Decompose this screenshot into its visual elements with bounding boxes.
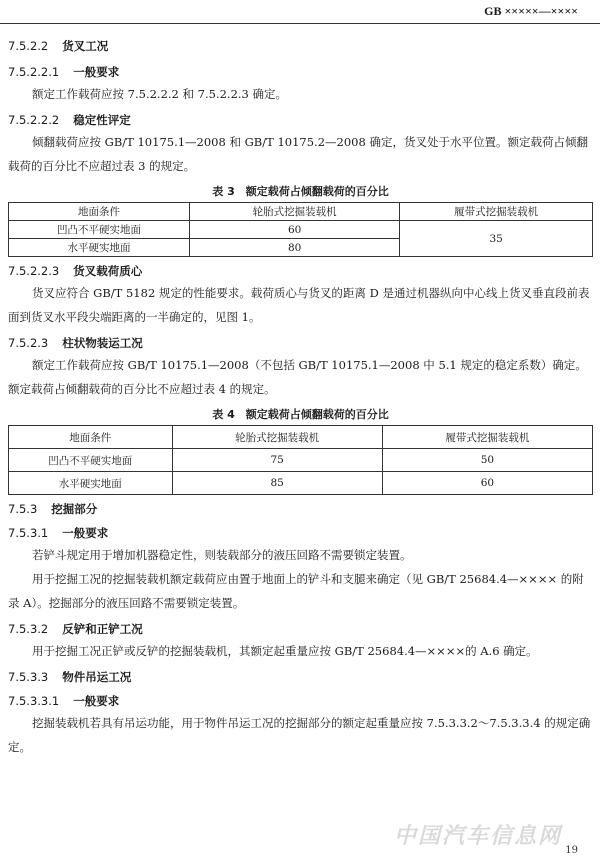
table-caption: 表 4 额定载荷占倾翻载荷的百分比 [212,408,389,421]
table-row [9,221,593,239]
table-row [9,472,593,495]
section-heading: 7.5.2.2.3 货叉载荷质心 [8,264,143,278]
table-cell: 水平硬实地面 [9,239,190,257]
table-row [9,449,593,472]
table-header-cell: 地面条件 [9,203,190,221]
table-caption: 表 3 额定载荷占倾翻载荷的百分比 [212,185,389,198]
table-header-row [9,203,593,221]
paragraph: 额定工作载荷应按 7.5.2.2.2 和 7.5.2.2.3 确定。 [32,87,288,101]
section-heading: 7.5.2.2 货叉工况 [8,39,109,53]
table-header-cell: 履带式挖掘装载机 [400,203,593,221]
table-cell: 凹凸不平硬实地面 [9,221,190,239]
paragraph: 货叉应符合 GB/T 5182 规定的性能要求。载荷质心与货叉的距离 D 是通过机器纵向中心线上货叉垂直段前表面到货叉水平段尖端距离的一半确定的，见图 1。 [8,286,590,324]
standard-number: GB ×××××—×××× [484,4,578,18]
header-divider [0,23,600,24]
table-cell: 80 [190,239,400,257]
table-header-cell: 履带式挖掘装载机 [382,426,592,449]
paragraph: 倾翻载荷应按 GB/T 10175.1—2008 和 GB/T 10175.2—2008 确定，货叉处于水平位置。额定载荷占倾翻载荷的百分比不应超过表 3 的规定。 [8,135,588,173]
section-heading: 7.5.2.2.1 一般要求 [8,65,120,79]
paragraph: 用于挖掘工况的挖掘装载机额定载荷应由置于地面上的铲斗和支腿来确定（见 GB/T 25684.4—×××× 的附录 A）。挖掘部分的液压回路不需要锁定装置。 [8,572,584,610]
table-cell: 60 [190,221,400,239]
table-cell: 水平硬实地面 [9,472,173,495]
table-cell: 75 [172,449,382,472]
watermark-logo: 中国汽车信息网 [393,824,562,849]
table-cell: 85 [172,472,382,495]
table-cell: 凹凸不平硬实地面 [9,449,173,472]
section-heading: 7.5.3.2 反铲和正铲工况 [8,622,143,636]
table-header-cell: 地面条件 [9,426,173,449]
table-header-cell: 轮胎式挖掘装载机 [172,426,382,449]
table-3 [8,202,593,257]
section-heading: 7.5.2.3 柱状物装运工况 [8,336,143,350]
paragraph: 用于挖掘工况正铲或反铲的挖掘装载机，其额定起重量应按 GB/T 25684.4—××××的 A.6 确定。 [32,644,538,658]
section-heading: 7.5.2.2.2 稳定性评定 [8,113,131,127]
table-header-row [9,426,593,449]
section-heading: 7.5.3.1 一般要求 [8,526,109,540]
table-4 [8,425,593,495]
page-number: 19 [565,845,578,856]
table-cell: 50 [382,449,592,472]
paragraph: 挖掘装载机若具有吊运功能，用于物件吊运工况的挖掘部分的额定起重量应按 7.5.3.3.2～7.5.3.3.4 的规定确定。 [8,716,591,754]
table-merged-cell: 35 [400,221,593,257]
section-heading: 7.5.3 挖掘部分 [8,502,98,516]
table-cell: 60 [382,472,592,495]
section-heading: 7.5.3.3 物件吊运工况 [8,670,132,684]
paragraph: 额定工作载荷应按 GB/T 10175.1—2008（不包括 GB/T 10175.1—2008 中 5.1 规定的稳定系数）确定。额定载荷占倾翻载荷的百分比不应超过表 4 的规定。 [8,358,587,396]
section-heading: 7.5.3.3.1 一般要求 [8,694,120,708]
table-header-cell: 轮胎式挖掘装载机 [190,203,400,221]
paragraph: 若铲斗规定用于增加机器稳定性，则装载部分的液压回路不需要锁定装置。 [32,548,412,562]
document-body [8,30,593,759]
